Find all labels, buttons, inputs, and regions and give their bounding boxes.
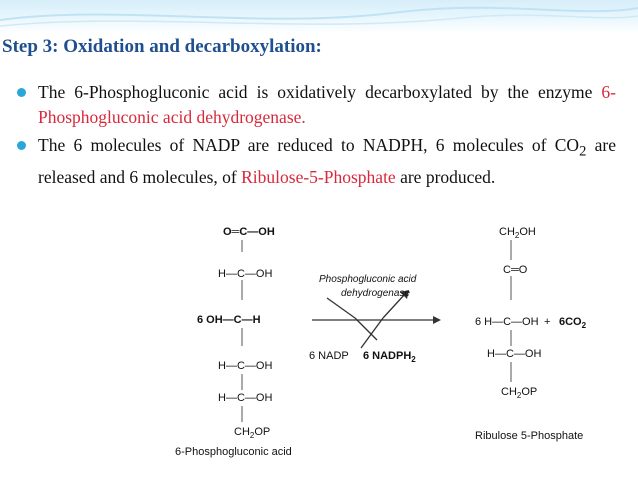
carbon-row: H—C—OH bbox=[487, 348, 542, 360]
subscript: 2 bbox=[581, 321, 587, 331]
carbon-row: H—C—OH bbox=[218, 268, 273, 280]
group-label: OP bbox=[254, 426, 271, 438]
co2-label: 6CO bbox=[559, 316, 582, 328]
phosphate-group bbox=[234, 426, 270, 440]
hydroxymethyl-group bbox=[499, 226, 536, 240]
group-label: OP bbox=[521, 386, 538, 398]
bullet-text: The 6 molecules of NADP are reduced to NADPH, 6 molecules of CO bbox=[38, 135, 580, 155]
group-label: CH bbox=[234, 426, 250, 438]
bullet-text: The 6-Phosphogluconic acid is oxidatively decarboxylated by the enzyme bbox=[38, 82, 602, 102]
carbon-row: H—C—OH bbox=[218, 360, 273, 372]
subscript: 2 bbox=[514, 231, 520, 241]
group-label: CH bbox=[501, 386, 517, 398]
product-name: Ribulose-5-Phosphate bbox=[241, 166, 396, 187]
keto-group: C═O bbox=[503, 264, 528, 276]
bullet-text: are produced. bbox=[395, 166, 496, 187]
cofactor-label: 6 NADPH bbox=[363, 350, 412, 362]
enzyme-label: dehydrogenase bbox=[341, 288, 410, 299]
bullet-list bbox=[16, 80, 616, 193]
subscript: 2 bbox=[249, 431, 255, 441]
carbon-row: 6 H—C—OH bbox=[475, 316, 539, 328]
header-wave-graphic bbox=[0, 0, 638, 34]
reaction-diagram bbox=[171, 224, 599, 468]
bullet-dot-icon bbox=[17, 141, 26, 150]
plus-sign: + bbox=[544, 316, 551, 328]
bullet-item-nadph bbox=[16, 133, 616, 190]
product-label: Ribulose 5-Phosphate bbox=[475, 430, 584, 442]
bullet-dot-icon bbox=[17, 88, 26, 97]
carbon-row: 6 OH—C—H bbox=[197, 314, 261, 326]
cofactor-nadp: 6 NADP bbox=[309, 350, 349, 362]
cofactor-nadph bbox=[363, 350, 416, 364]
subscript: 2 bbox=[516, 391, 522, 401]
subscript: 2 bbox=[579, 143, 587, 160]
group-label: CH bbox=[499, 226, 515, 238]
bullet-item-decarboxylation bbox=[16, 80, 616, 130]
bullet-text: are released and 6 molecules, of bbox=[38, 135, 616, 187]
carbon-row: H—C—OH bbox=[218, 392, 273, 404]
phosphate-group bbox=[501, 386, 537, 400]
slide-title: Step 3: Oxidation and decarboxylation: bbox=[2, 36, 322, 57]
enzyme-label: Phosphogluconic acid bbox=[319, 274, 417, 285]
subscript: 2 bbox=[411, 355, 416, 365]
header-decoration bbox=[0, 0, 638, 34]
carboxyl-group: O═C—OH bbox=[223, 226, 275, 238]
group-label: OH bbox=[519, 226, 536, 238]
substrate-label: 6-Phosphogluconic acid bbox=[175, 446, 292, 458]
enzyme-name: 6-Phosphogluconic acid dehydrogenase. bbox=[38, 82, 616, 127]
co2-product bbox=[559, 316, 586, 330]
